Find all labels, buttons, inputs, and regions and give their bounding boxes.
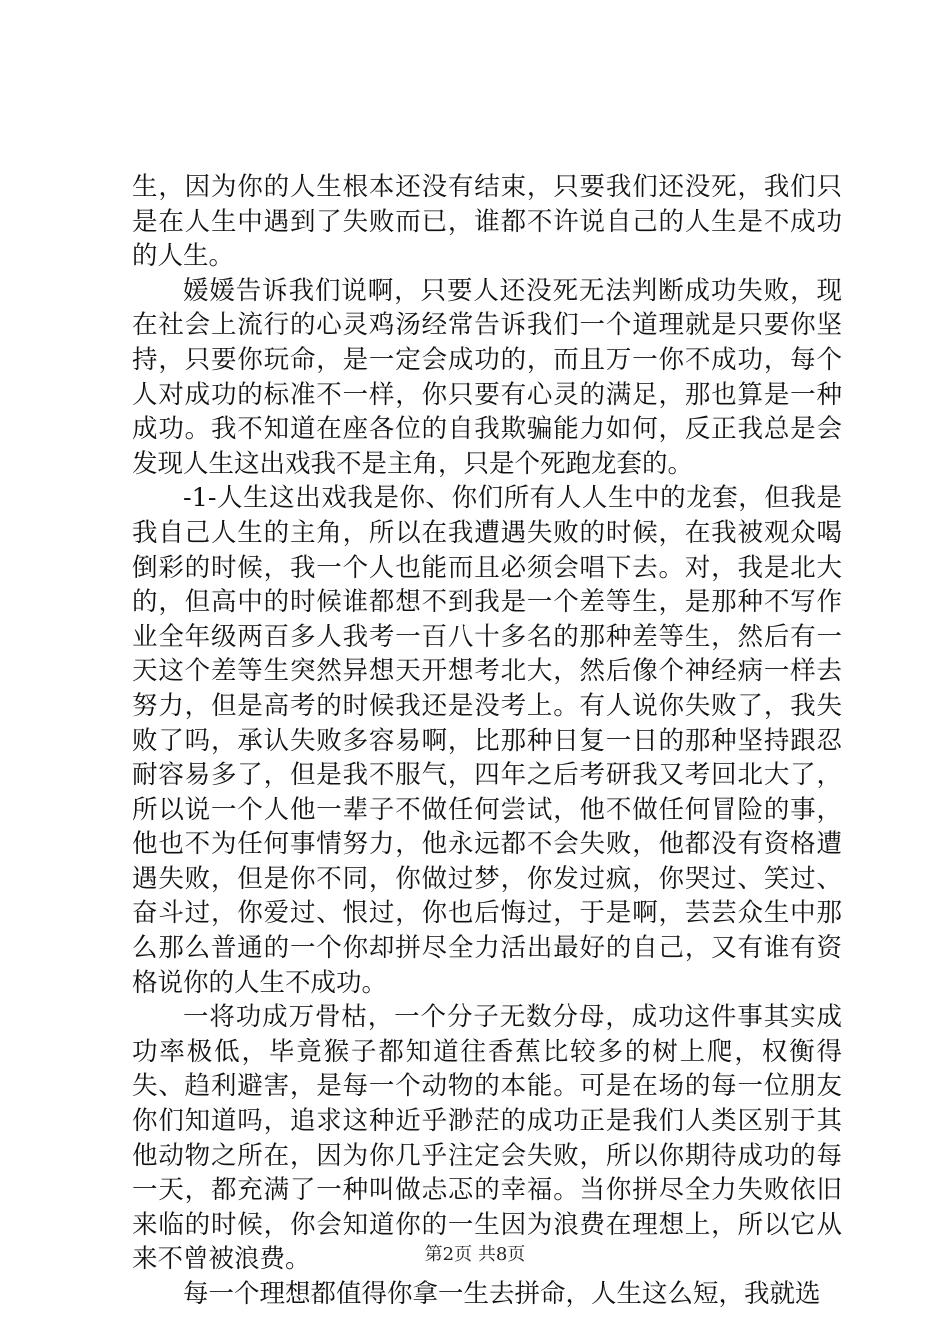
paragraph-continuation: 生，因为你的人生根本还没有结束，只要我们还没死，我们只是在人生中遇到了失败而已，谁都不许说自己的人生是不成功的人生。 (132, 172, 842, 272)
paragraph-lead-role: -1-人生这出戏我是你、你们所有人人生中的龙套，但我是我自己人生的主角，所以在我遭遇失败的时候，在我被观众喝倒彩的时候，我一个人也能而且必须会唱下去。对，我是北大的，但高中的时候谁都想不到我是一个差等生，是那种不写作业全年级两百多人我考一百八十多名的那种差等生，然后有一天这个差等生突然异想天开想考北大，然后像个神经病一样去努力，但是高考的时候我还是没考上。有人说你失败了，我失败了吗，承认失败多容易啊，比那种日复一日的那种坚持跟忍耐容易多了，但是我不服气，四年之后考研我又考回北大了，所以说一个人他一辈子不做任何尝试，他不做任何冒险的事，他也不为任何事情努力，他永远都不会失败，他都没有资格遭遇失败，但是你不同，你做过梦，你发过疯，你哭过、笑过、奋斗过，你爱过、恨过，你也后悔过，于是啊，芸芸众生中那么那么普通的一个你却拼尽全力活出最好的自己，又有谁有资格说你的人生不成功。 (132, 483, 842, 998)
page-number: 第2页 共8页 (424, 1244, 526, 1265)
document-body (132, 170, 842, 1312)
paragraph-ideal: 每一个理想都值得你拿一生去拼命，人生这么短，我就选 (183, 1279, 821, 1309)
paragraph-yuanyuan: 媛媛告诉我们说啊，只要人还没死无法判断成功失败，现在社会上流行的心灵鸡汤经常告诉我们一个道理就是只要你坚持，只要你玩命，是一定会成功的，而且万一你不成功，每个人对成功的标准不一样，你只要有心灵的满足，那也算是一种成功。我不知道在座各位的自我欺骗能力如何，反正我总是会发现人生这出戏我不是主角，只是个死跑龙套的。 (132, 275, 842, 479)
page-footer (0, 1243, 950, 1267)
paragraph-success-rate: 一将功成万骨枯，一个分子无数分母，成功这件事其实成功率极低，毕竟猴子都知道往香蕉比较多的树上爬，权衡得失、趋利避害，是每一个动物的本能。可是在场的每一位朋友你们知道吗，追求这种近乎渺茫的成功正是我们人类区别于其他动物之所在，因为你几乎注定会失败，所以你期待成功的每一天，都充满了一种叫做忐忑的幸福。当你拼尽全力失败依旧来临的时候，你会知道你的一生因为浪费在理想上，所以它从来不曾被浪费。 (132, 1002, 842, 1275)
